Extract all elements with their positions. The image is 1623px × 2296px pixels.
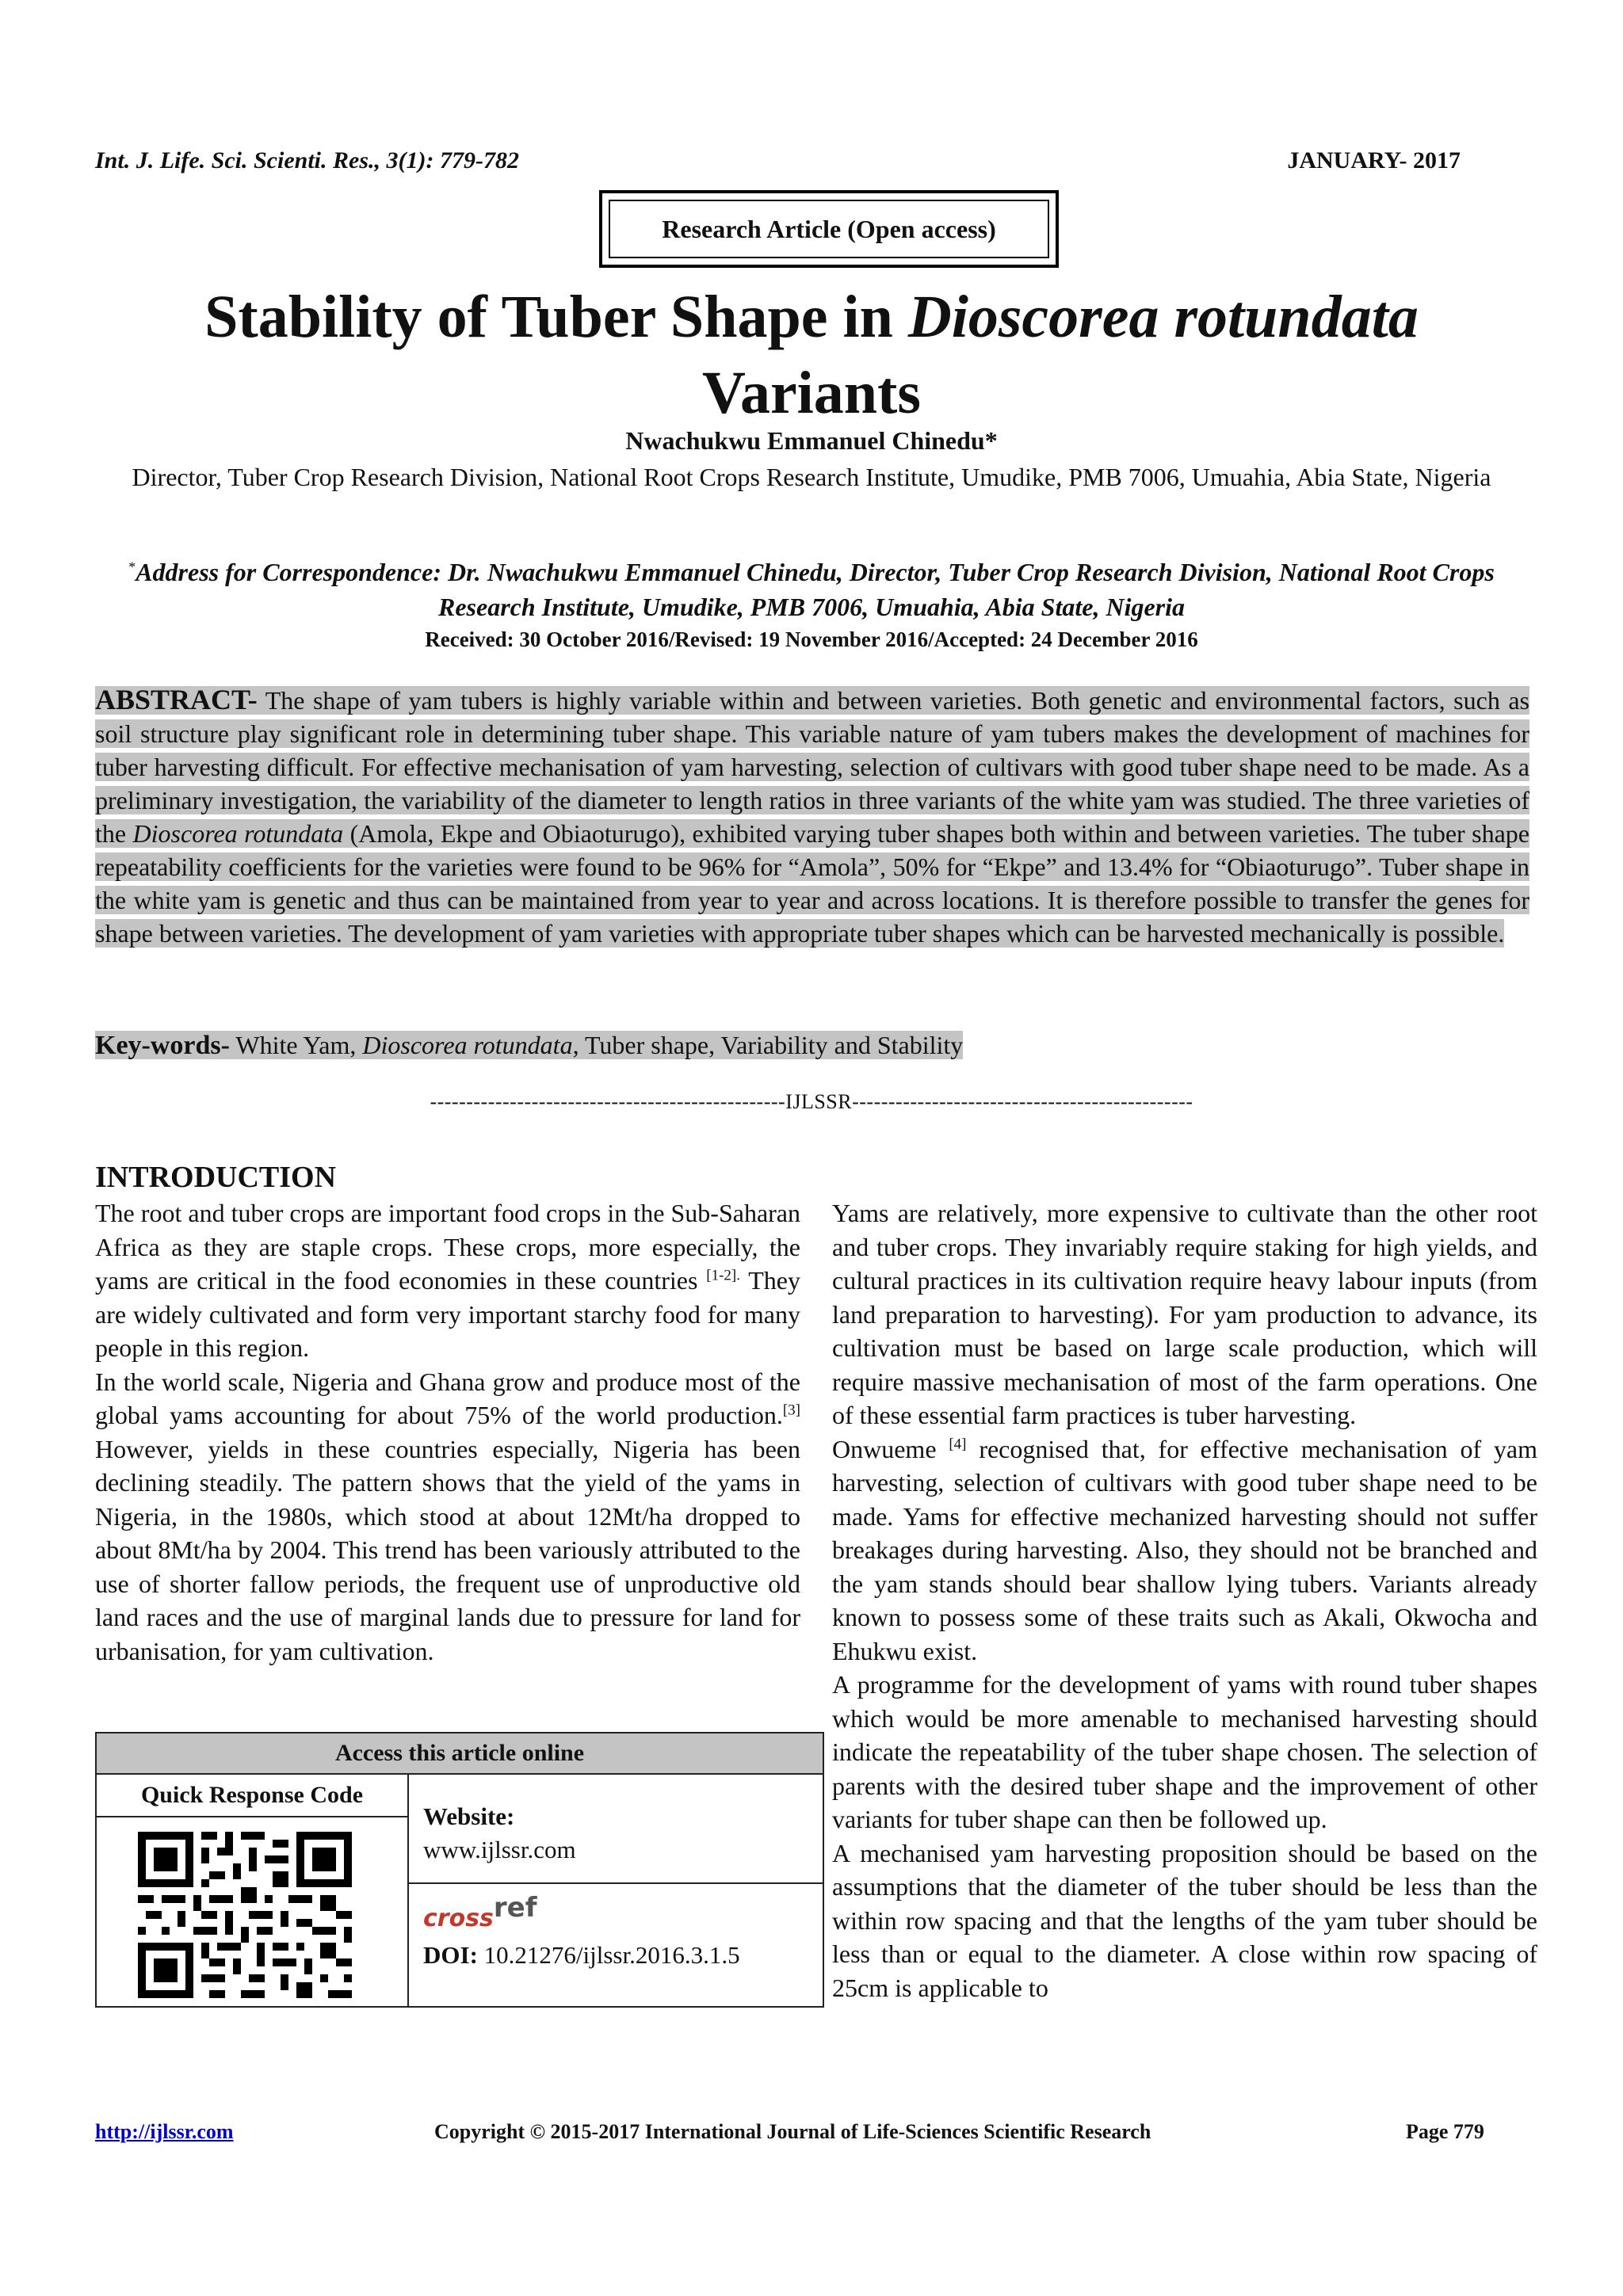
abstract-part1: The shape of yam tubers is highly variable within and between varieties. Both genetic and environmental factors, such as soil structure play significant role in determining tuber shape. This variable nature of yam tubers makes the development of machines for tuber harvesting difficult. For effective mechanisation of yam harvesting, selection of cultivars with good tuber shape need to be made. As a preliminary investigation, the variability of the diameter to length ratios in three variants of the white yam was studied. The three varieties of the [95, 686, 1529, 848]
intro-r2-text: Onwueme [832, 1434, 949, 1463]
article-type-badge [599, 190, 1059, 268]
abstract-part2: (Amola, Ekpe and Obiaoturugo), exhibited varying tuber shapes both within and between varieties. The tuber shape repeatability coefficients for the varieties were found to be 96% for “Amola”, 50% for “Ekpe” and 13.4% for “Obiaoturugo”. Tuber shape in the white yam is genetic and thus can be maintained from year to year and across locations. It is therefore possible to transfer the genes for shape between varieties. The development of yam varieties with appropriate tuber shapes which can be harvested mechanically is possible. [95, 819, 1530, 948]
abstract-label: ABSTRACT- [95, 684, 258, 715]
article-type-label: Research Article (Open access) [609, 200, 1049, 258]
correspondence-text: Address for Correspondence: Dr. Nwachukwu Emmanuel Chinedu, Director, Tuber Crop Research Division, National Root Crops Research Institute, Umudike, PMB 7006, Umuahia, Abia State, Nigeria [136, 558, 1495, 621]
author-name: Nwachukwu Emmanuel Chinedu* [625, 426, 998, 455]
citation-ref: [4] [949, 1435, 967, 1452]
paper-title [95, 279, 1528, 431]
keywords-label: Key-words- [95, 1031, 230, 1060]
qr-cell [97, 1775, 409, 2006]
title-species: Dioscorea rotundata [907, 284, 1419, 350]
issue-date: JANUARY- 2017 [1287, 147, 1461, 174]
keywords-species: Dioscorea rotundata [362, 1031, 573, 1059]
intro-p1-text: The root and tuber crops are important food crops in the Sub-Saharan Africa as they are staple crops. These crops, more especially, the yams are critical in the food economies in these countries [95, 1199, 800, 1295]
author-affiliation: Director, Tuber Crop Research Division, National Root Crops Research Institute, Umudike, PMB 7006, Umuahia, Abia State, Nigeria [132, 463, 1491, 491]
journal-citation: Int. J. Life. Sci. Scienti. Res., 3(1): 779-782 [95, 147, 519, 174]
keywords-part1: White Yam, [229, 1031, 363, 1059]
qr-label: Quick Response Code [97, 1775, 407, 1817]
website-cell [409, 1775, 823, 1884]
keywords-part2: , Tuber shape, Variability and Stability [572, 1031, 964, 1059]
intro-p2-text: In the world scale, Nigeria and Ghana grow and produce most of the global yams accounting for about 75% of the world production. [95, 1367, 800, 1429]
website-url[interactable]: www.ijlssr.com [423, 1836, 576, 1863]
footer-link[interactable]: http://ijlssr.com [95, 2120, 234, 2143]
crossref-cross: cross [423, 1905, 494, 1932]
citation-ref: [3] [782, 1402, 800, 1419]
footer-copyright: Copyright © 2015-2017 International Journal of Life-Sciences Scientific Research [434, 2120, 1151, 2143]
access-info-cell [409, 1775, 823, 2006]
website-label: Website: [423, 1802, 515, 1830]
title-part2: Variants [702, 360, 921, 426]
abstract-body [95, 686, 1529, 948]
doi-cell [409, 1886, 823, 2006]
intro-paragraph: A programme for the development of yams with round tuber shapes which would be more amenable to mechanised harvesting should indicate the repeatability of the tuber shape chosen. The selection of parents with the desired tuber shape and the improvement of other variants for tuber shape can then be followed up. [832, 1670, 1537, 1833]
correspondence-address [119, 555, 1504, 624]
access-article-box [95, 1732, 824, 2008]
crossref-logo-icon [423, 1892, 823, 1941]
abstract [95, 683, 1529, 950]
intro-p2-text-b: However, yields in these countries especially, Nigeria has been declining steadily. The pattern shows that the yield of the yams in Nigeria, in the 1980s, which stood at about 12Mt/ha dropped to about 8Mt/ha by 2004. This trend has been variously attributed to the use of shorter fallow periods, the frequent use of unproductive old land races and the use of marginal lands due to pressure for land for urbanisation, for yam cultivation. [95, 1434, 800, 1665]
intro-paragraph: A mechanised yam harvesting proposition should be based on the assumptions that the diameter of the tuber should be less than the within row spacing and that the lengths of the yam tuber should be less than or equal to the diameter. A close within row spacing of 25cm is applicable to [832, 1838, 1537, 2002]
qr-code-icon[interactable] [138, 1832, 352, 1998]
right-column [832, 1196, 1537, 2004]
intro-r2-text-b: recognised that, for effective mechanisation of yam harvesting, selection of cultivars with good tuber shape need to be made. Yams for effective mechanized harvesting should not suffer breakages during harvesting. Also, they should not be branched and the yam stands should bear shallow lying tubers. Variants already known to possess some of these traits such as Akali, Okwocha and Ehukwu exist. [832, 1434, 1538, 1665]
intro-p1-text-b: They are widely cultivated and form very important starchy food for many people in this region. [95, 1266, 801, 1362]
intro-paragraph: Yams are relatively, more expensive to cultivate than the other root and tuber crops. They invariably require staking for high yields, and cultural practices in its cultivation require heavy labour inputs (from land preparation to harvesting). For yam production to advance, its cultivation must be based on large scale production, which will require massive mechanisation of most of the farm operations. One of these essential farm practices is tuber harvesting. [832, 1199, 1537, 1429]
introduction-heading: INTRODUCTION [95, 1161, 337, 1194]
doi-value[interactable]: 10.21276/ijlssr.2016.3.1.5 [483, 1941, 740, 1969]
crossref-ref: ref [493, 1892, 537, 1924]
section-divider: -------------------------------------------------IJLSSR----------------------------------------------- [430, 1090, 1193, 1113]
access-box-heading: Access this article online [97, 1733, 823, 1775]
doi-label: DOI: [423, 1941, 478, 1969]
intro-paragraph [95, 1365, 800, 1669]
title-part1: Stability of Tuber Shape in [204, 284, 908, 350]
abstract-species: Dioscorea rotundata [132, 819, 344, 848]
keywords-body [95, 1031, 963, 1059]
article-dates: Received: 30 October 2016/Revised: 19 November 2016/Accepted: 24 December 2016 [425, 627, 1198, 651]
intro-paragraph [832, 1432, 1537, 1669]
intro-paragraph [95, 1196, 800, 1365]
keywords [95, 1028, 963, 1062]
left-column [95, 1196, 800, 1668]
correspondence-marker: * [128, 559, 136, 575]
citation-ref: [1-2]. [706, 1267, 740, 1284]
doi-line [423, 1941, 823, 1970]
footer-page-number: Page 779 [1406, 2120, 1484, 2143]
